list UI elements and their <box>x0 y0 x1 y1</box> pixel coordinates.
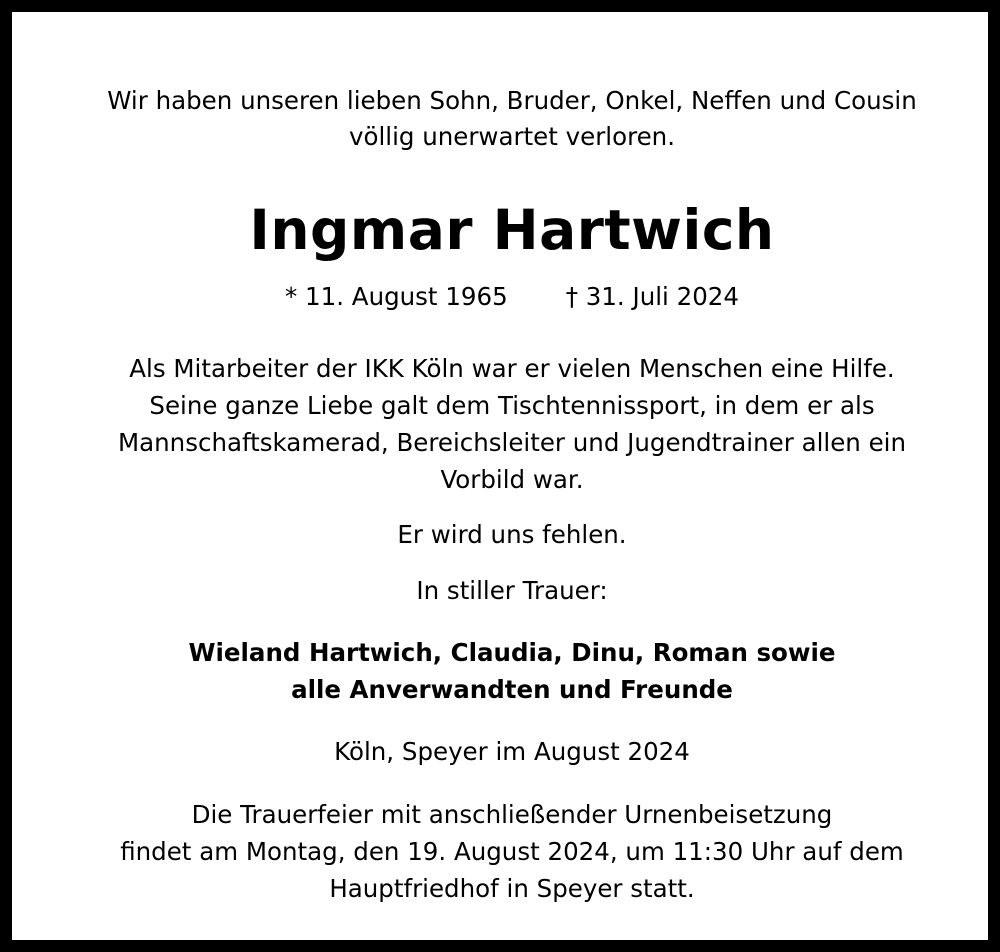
mourners-line-2: alle Anverwandten und Freunde <box>291 675 733 704</box>
deceased-name: Ingmar Hartwich <box>249 198 775 262</box>
death-date: † 31. Juli 2024 <box>565 282 739 311</box>
intro-line-2: völlig unerwartet verloren. <box>348 122 675 151</box>
mourners-line-1: Wieland Hartwich, Claudia, Dinu, Roman sowie <box>188 638 836 667</box>
obituary-content <box>24 24 1000 952</box>
tribute-line-2: Seine ganze Liebe galt dem Tischtennissport, in dem er als <box>149 391 875 420</box>
life-dates <box>24 282 1000 311</box>
mourning-line: In stiller Trauer: <box>416 576 608 605</box>
tribute-line-3: Mannschaftskamerad, Bereichsleiter und Jugendtrainer allen ein <box>118 428 906 457</box>
tribute-line-4: Vorbild war. <box>440 465 584 494</box>
funeral-line-2: findet am Montag, den 19. August 2024, um 11:30 Uhr auf dem <box>120 837 904 866</box>
intro-line-1: Wir haben unseren lieben Sohn, Bruder, Onkel, Neffen und Cousin <box>107 86 917 115</box>
tribute-line-1: Als Mitarbeiter der IKK Köln war er vielen Menschen eine Hilfe. <box>129 354 895 383</box>
funeral-line-3: Hauptfriedhof in Speyer statt. <box>329 874 695 903</box>
place-date: Köln, Speyer im August 2024 <box>334 737 690 766</box>
funeral-line-1: Die Trauerfeier mit anschließender Urnenbeisetzung <box>191 800 833 829</box>
birth-date: * 11. August 1965 <box>285 282 508 311</box>
miss-line: Er wird uns fehlen. <box>397 520 627 549</box>
